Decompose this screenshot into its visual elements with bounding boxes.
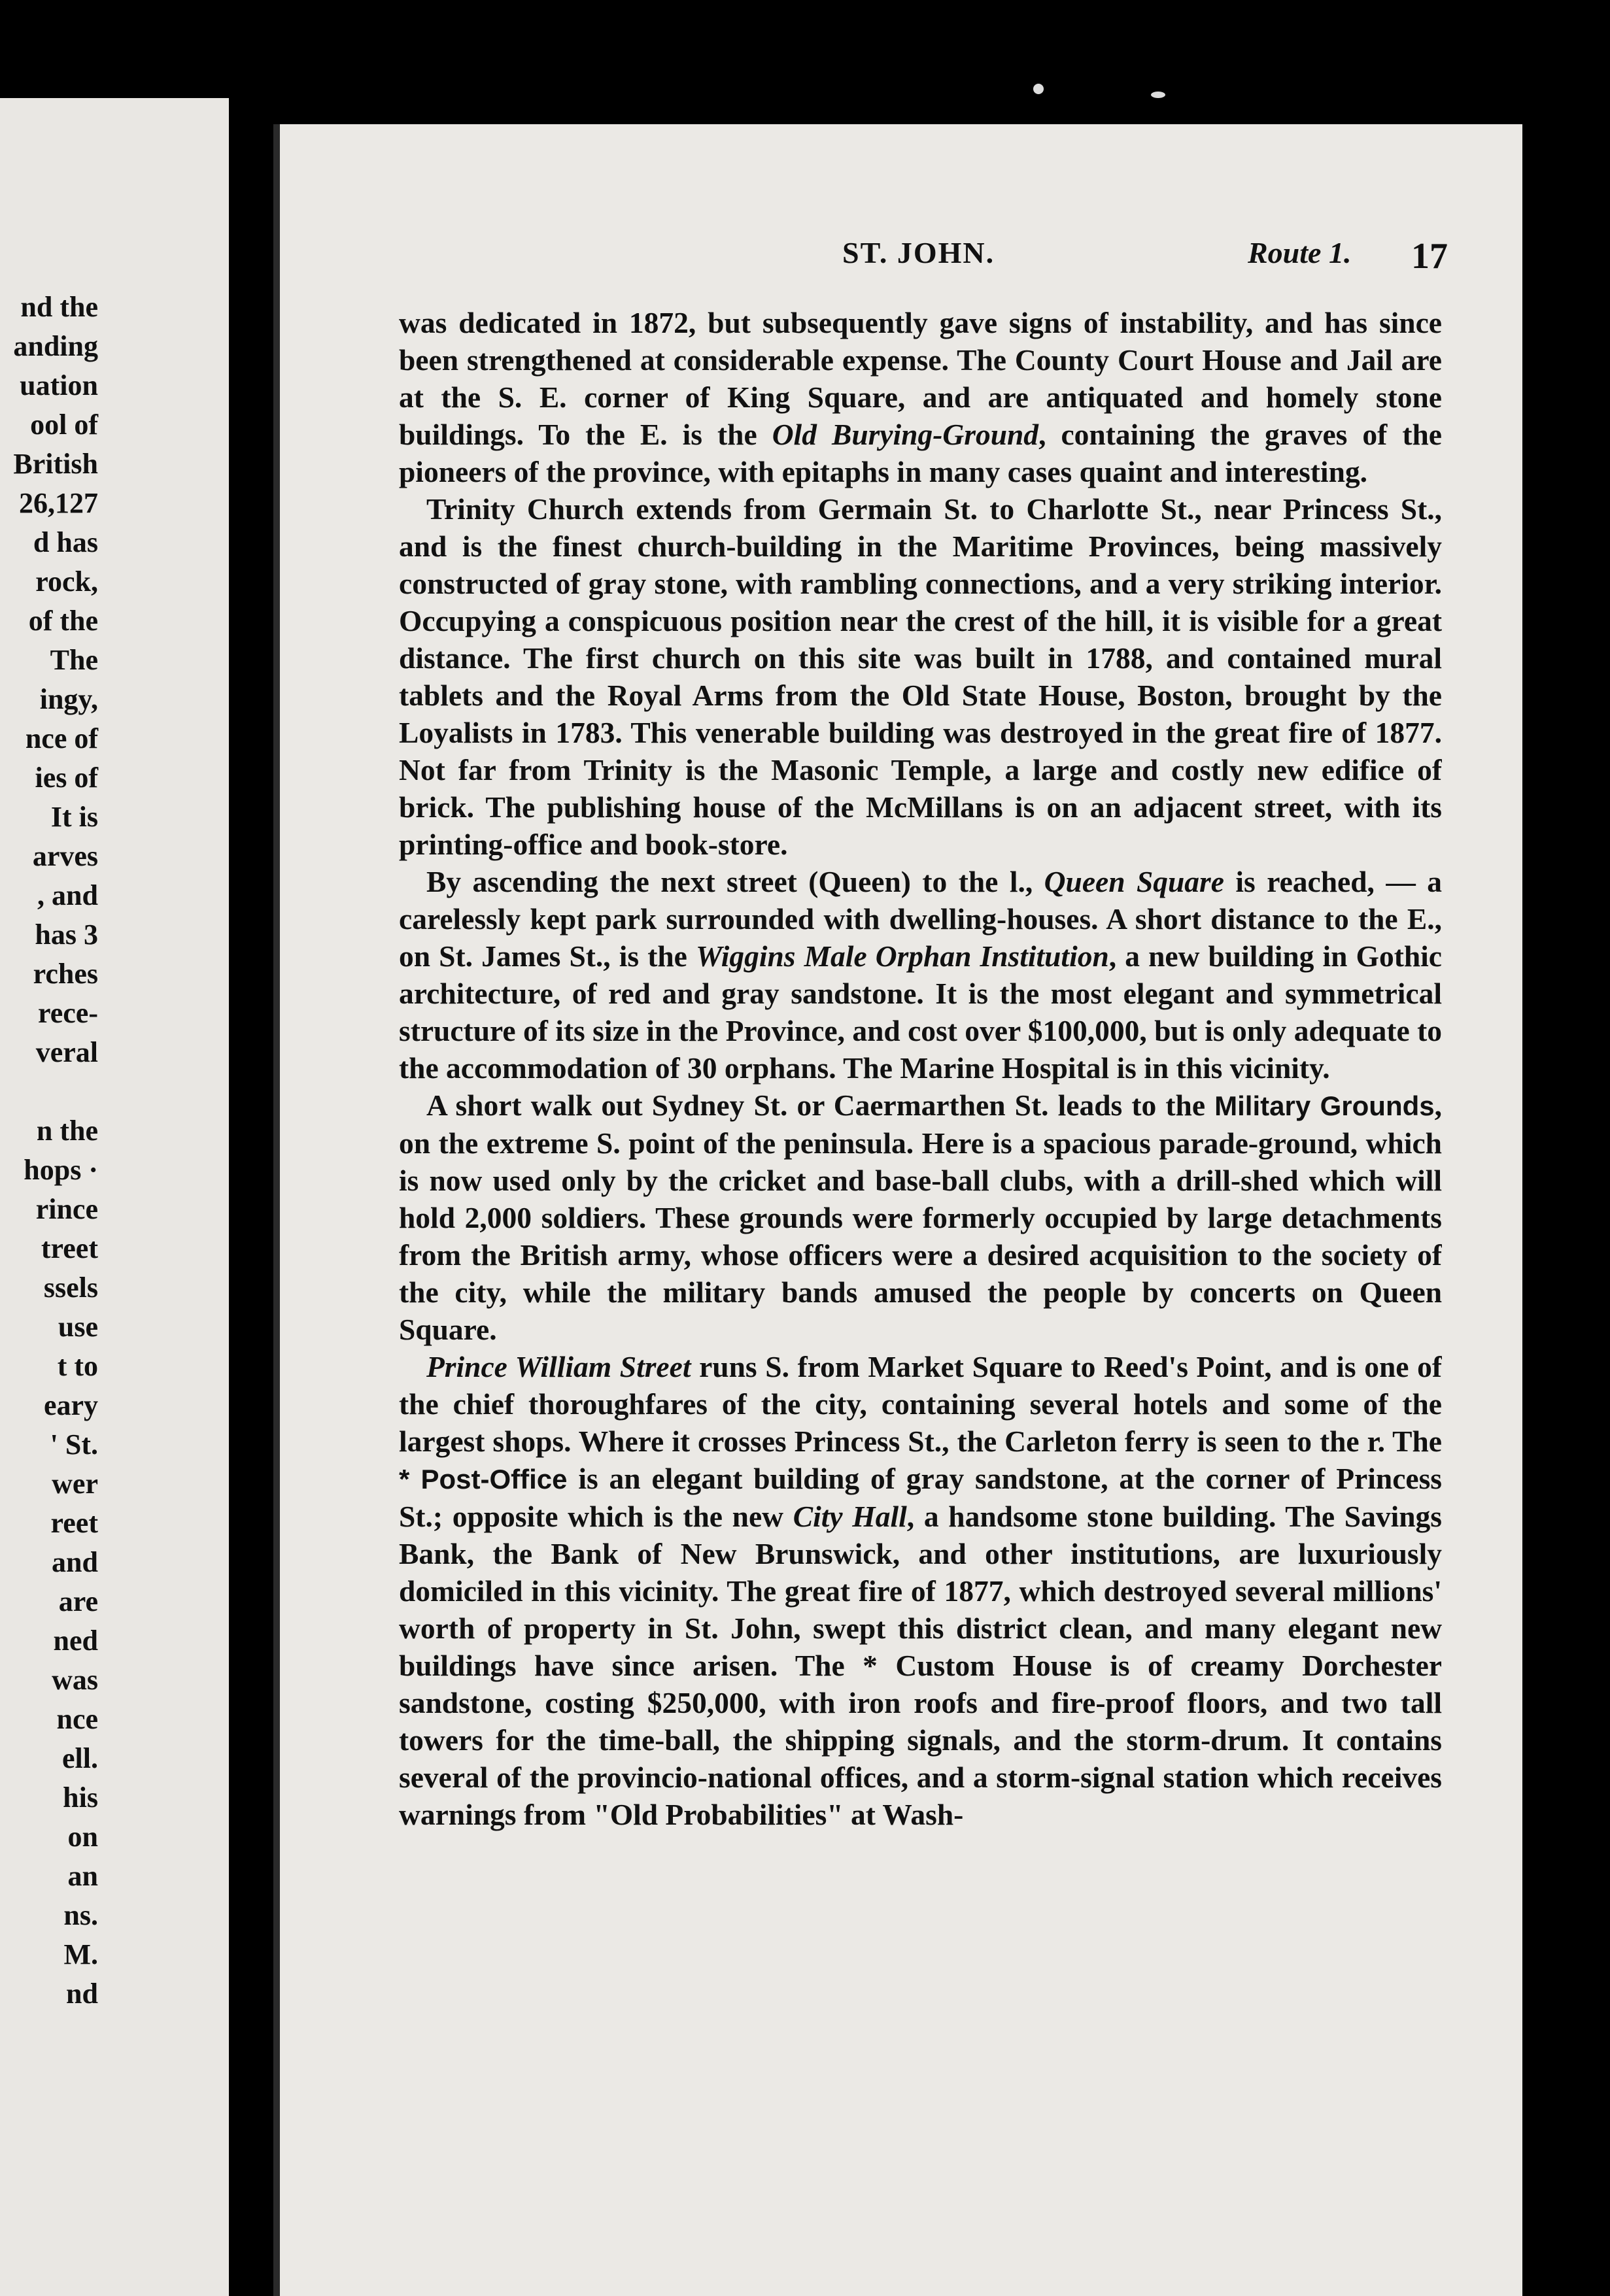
- page-edge-line: [273, 124, 280, 2296]
- left-page-fragment: d has: [33, 526, 98, 558]
- left-page-fragment: ies of: [35, 762, 98, 794]
- paragraph-2: Trinity Church extends from Germain St. to Charlotte St., near Princess St., and is the finest church-building in the Maritime Provinces, being massively constructed of gray stone, with rambling connections, and a very striking interior. Occupying a conspicuous position near the crest of the hill, it is visible for a great distance. The first church on this site was built in 1788, and contained mural tablets and the Royal Arms from the Old State House, Boston, brought by the Loyalists in 1783. This venerable building was destroyed in the great fire of 1877. Not far from Trinity is the Masonic Temple, a large and costly new edifice of brick. The publishing house of the McMillans is on an adjacent street, with its printing-office and book-store.: [399, 492, 1442, 861]
- left-page-fragment: uation: [20, 369, 98, 401]
- left-page-fragment: rece-: [38, 997, 98, 1029]
- paragraph-5: Prince William Street runs S. from Market Square to Reed's Point, and is one of the chief thoroughfares of the city, containing several hotels and some of the largest shops. Where it crosses Princess St., the Carleton ferry is seen to the r. The * Post-Office is an elegant building of gray sandstone, at the corner of Princess St.; opposite which is the new City Hall, a handsome stone building. The Savings Bank, the Bank of New Brunswick, and other institutions, are luxuriously domiciled in this vicinity. The great fire of 1877, which destroyed several millions' worth of property in St. John, swept this district clean, and many elegant new buildings have since arisen. The * Custom House is of creamy Dorchester sandstone, costing $250,000, with iron roofs and fire-proof floors, and two tall towers for the time-ball, the shipping signals, and the storm-drum. It contains several of the provincio-national offices, and a storm-signal station which receives warnings from "Old Probabilities" at Wash-: [399, 1350, 1442, 1831]
- scan-speck: [1151, 92, 1165, 98]
- left-page-fragment: M.: [63, 1938, 98, 1970]
- left-page-fragment: anding: [13, 330, 98, 362]
- left-page-fragment: reet: [50, 1507, 98, 1539]
- left-page-fragment: nd: [66, 1978, 98, 2010]
- left-page-text-fragments: [0, 288, 98, 2014]
- left-page-fragment: was: [52, 1664, 98, 1696]
- book-gutter: [229, 98, 273, 2296]
- running-title: ST. JOHN.: [842, 236, 995, 269]
- place-name: Old Burying-Ground: [772, 418, 1039, 451]
- left-page-fragment: [0, 1072, 98, 1111]
- left-page-fragment: use: [58, 1311, 98, 1343]
- page-header: [273, 235, 1522, 281]
- paragraph-3: By ascending the next street (Queen) to the l., Queen Square is reached, — a carelessly kept park surrounded with dwelling-houses. A short distance to the E., on St. James St., is the Wiggins Male Orphan Institution, a new building in Gothic architecture, of red and gray sandstone. It is the most elegant and symmetrical structure of its size in the Province, and cost over $100,000, but is only adequate to the accommodation of 30 orphans. The Marine Hospital is in this vicinity.: [399, 865, 1442, 1085]
- left-page-fragment: has 3: [35, 919, 98, 951]
- left-page-fragment: ' St.: [50, 1428, 98, 1460]
- left-page-fragment: It is: [50, 801, 98, 833]
- left-page-fragment: The: [50, 644, 98, 676]
- left-page-fragment: hops ·: [24, 1154, 98, 1186]
- left-page-fragment: an: [67, 1860, 98, 1892]
- place-name: City Hall: [793, 1500, 907, 1533]
- left-page-fragment: ell.: [62, 1742, 98, 1774]
- left-page-fragment: of the: [28, 605, 98, 637]
- left-page-fragment: t to: [57, 1350, 98, 1382]
- left-page-fragment: British: [13, 448, 98, 480]
- route-label: Route 1.: [1248, 236, 1352, 269]
- page-number: 17: [1411, 236, 1448, 277]
- left-page-fragment: eary: [43, 1389, 98, 1421]
- place-name-bold: Military Grounds: [1214, 1090, 1435, 1121]
- place-name: Queen Square: [1044, 865, 1224, 898]
- left-page-fragment: ingy,: [39, 683, 98, 715]
- left-page-fragment: wer: [52, 1468, 98, 1500]
- left-page-fragment: his: [63, 1781, 98, 1814]
- left-page-fragment: rock,: [35, 566, 98, 598]
- left-page-fragment: treet: [41, 1232, 98, 1264]
- left-page-fragment: ns.: [63, 1899, 98, 1931]
- left-page-fragment: and: [52, 1546, 98, 1578]
- left-page-fragment: nd the: [20, 291, 98, 323]
- place-name: Prince William Street: [426, 1350, 691, 1383]
- left-page: [0, 98, 229, 2296]
- scan-border-right: [1522, 124, 1610, 2296]
- body-text: [399, 304, 1442, 2239]
- left-page-fragment: nce of: [25, 722, 98, 754]
- left-page-fragment: are: [58, 1585, 98, 1617]
- left-page-fragment: rince: [35, 1193, 98, 1225]
- left-page-fragment: veral: [35, 1036, 98, 1068]
- left-page-fragment: , and: [37, 879, 98, 911]
- left-page-fragment: n the: [36, 1115, 98, 1147]
- scan-speck: [1033, 84, 1044, 94]
- left-page-fragment: on: [67, 1821, 98, 1853]
- left-page-fragment: 26,127: [19, 487, 98, 519]
- scan-border-top: [0, 0, 1610, 98]
- left-page-fragment: ssels: [43, 1272, 98, 1304]
- place-name-bold: * Post-Office: [399, 1464, 568, 1494]
- place-name: Wiggins Male Orphan Institution: [695, 939, 1109, 973]
- paragraph-1: was dedicated in 1872, but subsequently gave signs of instability, and has since been strengthened at considerable expense. The County Court House and Jail are at the S. E. corner of King Square, and are antiquated and homely stone buildings. To the E. is the Old Burying-Ground, containing the graves of the pioneers of the province, with epitaphs in many cases quaint and interesting.: [399, 306, 1442, 488]
- left-page-fragment: rches: [33, 958, 98, 990]
- left-page-fragment: nce: [56, 1703, 98, 1735]
- paragraph-4: A short walk out Sydney St. or Caermarthen St. leads to the Military Grounds, on the extreme S. point of the peninsula. Here is a spacious parade-ground, which is now used only by the cricket and base-ball clubs, with a drill-shed which will hold 2,000 soldiers. These grounds were formerly occupied by large detachments from the British army, whose officers were a desired acquisition to the society of the city, while the military bands amused the people by concerts on Queen Square.: [399, 1089, 1442, 1346]
- left-page-fragment: arves: [32, 840, 98, 872]
- left-page-fragment: ool of: [30, 409, 98, 441]
- left-page-fragment: ned: [53, 1625, 98, 1657]
